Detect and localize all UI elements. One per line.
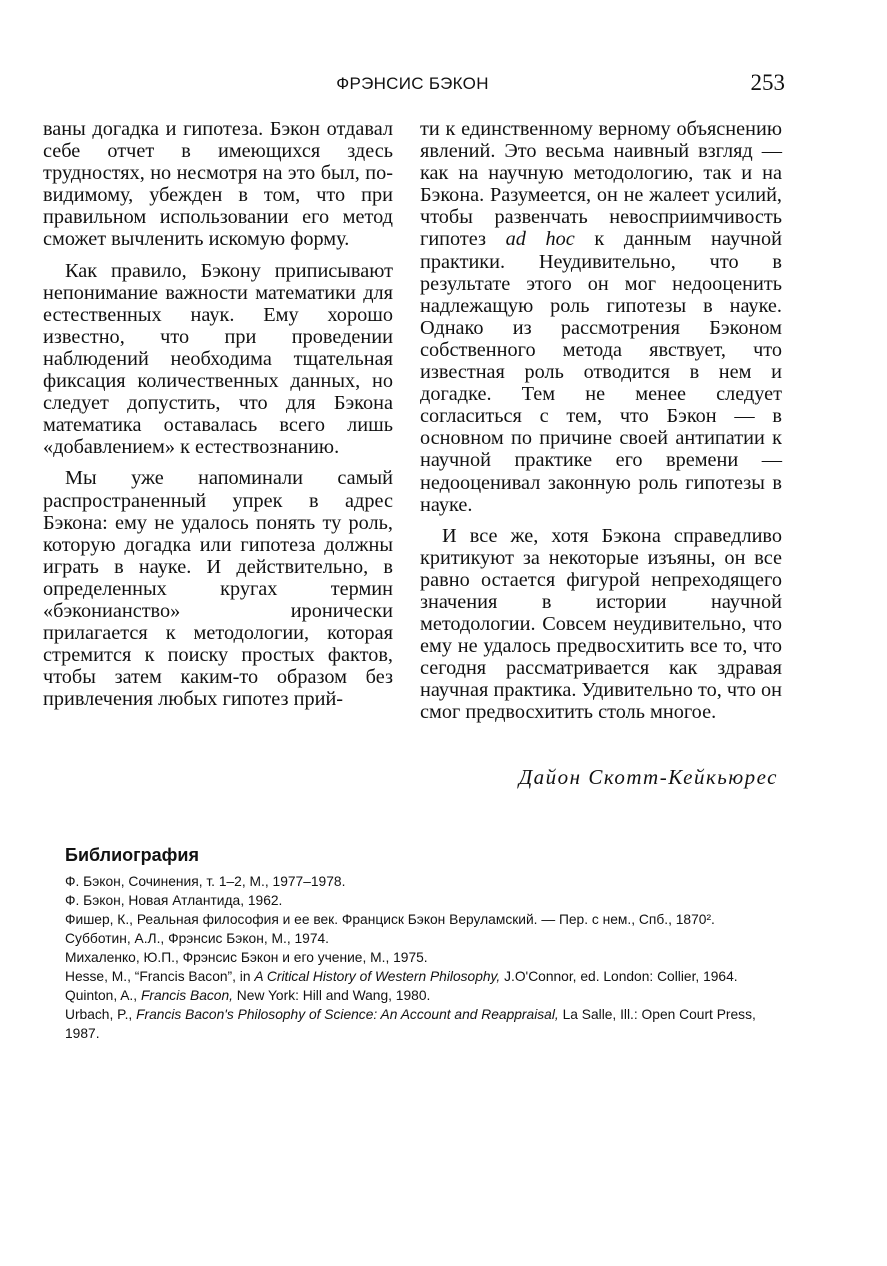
right-column: [420, 118, 782, 733]
bibliography-entry: [65, 986, 780, 1005]
right-paragraph-1-text-b: к данным научной практики. Неудивительно, что в результате этого он мог недооценить надлежащую роль гипотезы в науке. Однако из рассмотрения Бэконом собственного метода явствует, что известная роль отводится в нем и догадке. Тем не менее следует согласиться с тем, что Бэкон — в основном по причине своей антипатии к научной практике его времени — недооценивал законную роль гипотезы в науке.: [420, 228, 783, 516]
entry-text: Quinton, A.,: [65, 988, 141, 1003]
entry-text: Hesse, M., “Francis Bacon”, in: [65, 969, 255, 984]
left-column: [43, 118, 393, 719]
left-paragraph-2: Как правило, Бэкону приписывают непонимание важности математики для естественных наук. Ему хорошо известно, что при проведении наблюдений необходима тщательная фиксация количественных данных, но следует допустить, что для Бэкона математика оставалась всего лишь «добавлением» к естествознанию.: [43, 259, 393, 459]
bibliography-section: [65, 845, 780, 1043]
bibliography-entry: [65, 967, 780, 986]
entry-text: Ф. Бэкон, Сочинения, т. 1–2, М., 1977–1978.: [65, 874, 346, 889]
bibliography-entry: [65, 929, 780, 948]
entry-text: J.O'Connor, ed. London: Collier, 1964.: [500, 969, 738, 984]
entry-text: Фишер, К., Реальная философия и ее век. Франциск Бэкон Веруламский. — Пер. с нем., Спб., 1870².: [65, 912, 715, 927]
entry-title-italic: A Critical History of Western Philosophy,: [254, 969, 501, 984]
latin-term: ad hoc: [505, 228, 575, 251]
entry-text: Субботин, А.Л., Фрэнсис Бэкон, М., 1974.: [65, 931, 330, 946]
entry-text: Ф. Бэкон, Новая Атлантида, 1962.: [65, 893, 283, 908]
right-paragraph-2: И все же, хотя Бэкона справедливо критикуют за некоторые изъяны, он все равно остается фигурой непреходящего значения в истории научной методологии. Совсем неудивительно, что ему не удалось предвосхитить все то, что сегодня рассматривается как здравая научная практика. Удивительно то, что он смог предвосхитить столь многое.: [420, 524, 782, 724]
running-title: ФРЭНСИС БЭКОН: [336, 74, 489, 93]
right-paragraph-1-text-a: ти к единственному верному объяснению явлений. Это весьма наивный взгляд — как на научную методологию, так и на Бэкона. Разумеется, он не жалеет усилий, чтобы развенчать невосприимчивость гипотез: [420, 118, 782, 251]
left-paragraph-1: ваны догадка и гипотеза. Бэкон отдавал себе отчет в имеющихся здесь трудностях, но несмотря на это был, по-видимому, убежден в том, что при правильном использовании его метод сможет вычленить искомую форму.: [43, 118, 393, 251]
entry-text: Urbach, P.,: [65, 1007, 137, 1022]
bibliography-list: [65, 872, 780, 1043]
right-paragraph-1: [420, 118, 782, 516]
entry-text: La Salle, Ill.: Open Court Press, 1987.: [65, 1007, 756, 1041]
bibliography-entry: [65, 891, 780, 910]
bibliography-entry: [65, 1005, 780, 1043]
bibliography-entry: [65, 948, 780, 967]
left-paragraph-3: Мы уже напоминали самый распространенный упрек в адрес Бэкона: ему не удалось понять ту роль, которую догадка или гипотеза должны играть в науке. И действительно, в определенных кругах термин «бэконианство» иронически прилагается к методологии, которая стремится к поиску простых фактов, чтобы затем каким-то образом без привлечения любых гипотез прий-: [43, 467, 393, 711]
bibliography-title: Библиография: [65, 845, 199, 865]
page-header: [40, 70, 785, 100]
page-number: 253: [750, 70, 785, 95]
entry-text: New York: Hill and Wang, 1980.: [232, 988, 431, 1003]
bibliography-entry: [65, 872, 780, 891]
author-signature: Дайон Скотт-Кейкьюрес: [518, 765, 778, 789]
entry-title-italic: Francis Bacon,: [140, 988, 233, 1003]
entry-text: Михаленко, Ю.П., Фрэнсис Бэкон и его учение, М., 1975.: [65, 950, 428, 965]
bibliography-entry: [65, 910, 780, 929]
entry-title-italic: Francis Bacon's Philosophy of Science: An Account and Reappraisal,: [136, 1007, 559, 1022]
